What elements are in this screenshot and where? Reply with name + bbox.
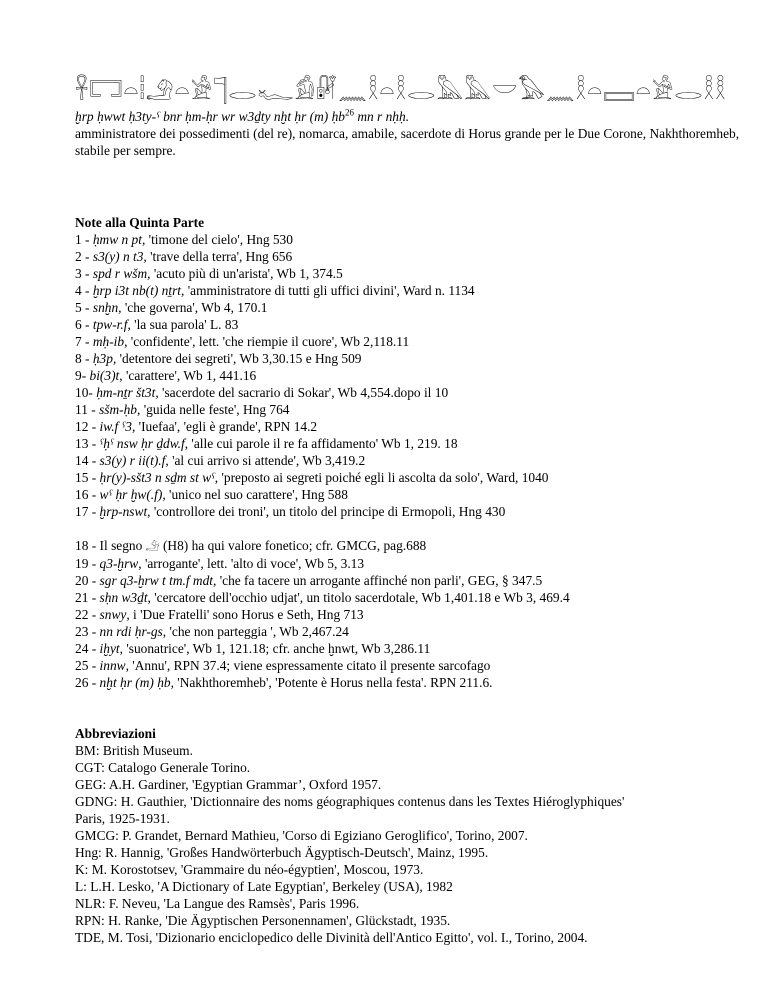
transliteration	[75, 108, 755, 125]
note-item	[75, 503, 755, 520]
note-number: 22 -	[75, 607, 100, 622]
note-number: 20 -	[75, 573, 100, 588]
note-number: 16 -	[75, 487, 100, 502]
note-text: 'confidente', lett. 'che riempie il cuore', Wb 2,118.11	[127, 334, 410, 349]
note-term: snḫn,	[92, 300, 122, 315]
note-item	[75, 486, 755, 503]
abbreviation-item: GMCG: P. Grandet, Bernard Mathieu, 'Corso di Egiziano Geroglifico', Torino, 2007.	[75, 828, 528, 843]
transliteration-footnote-ref: 26	[344, 107, 354, 118]
note-term: sgr q3-ḫrw t tm.f mdt	[99, 573, 214, 588]
note-term: snwy	[99, 607, 127, 622]
abbreviation-item: GDNG: H. Gauthier, 'Dictionnaire des noms géographiques contenus dans les Textes Hiéroglyphiques'	[75, 794, 625, 809]
note-number: 3 -	[75, 266, 93, 281]
note-text: , 'carattere', Wb 1, 441.16	[119, 368, 257, 383]
note-text: 'che governa', Wb 4, 170.1	[121, 300, 268, 315]
note-term: s3(y) n t3,	[92, 249, 147, 264]
note-text: 'detentore dei segreti', Wb 3,30.15 e Hng 509	[116, 351, 362, 366]
note-term: ḥ3p,	[92, 351, 117, 366]
note-item	[75, 333, 755, 350]
h8-glyph-icon: 𓄂	[145, 539, 160, 553]
note-item	[75, 231, 755, 248]
note-item	[75, 299, 755, 316]
note-number: 26 -	[75, 675, 100, 690]
note-number: 21 -	[75, 590, 100, 605]
note-term: ḥmw n pt,	[92, 232, 146, 247]
note-text: , 'preposto ai segreti poiché egli li ascolta da solo', Ward, 1040	[214, 470, 549, 485]
note-text: , 'arrogante', lett. 'alto di voce', Wb 5, 3.13	[138, 556, 365, 571]
abbreviation-item: K: M. Korostotsev, 'Grammaire du néo-égyptien', Moscou, 1973.	[75, 862, 424, 877]
note-item	[75, 350, 755, 367]
note-item	[75, 435, 755, 452]
note-text: 'la sua parola' L. 83	[130, 317, 239, 332]
abbreviation-item: BM: British Museum.	[75, 743, 193, 758]
note-text: , 'che non parteggia ', Wb 2,467.24	[162, 624, 349, 639]
note-item	[75, 657, 755, 674]
note-text: , 'cercatore dell'occhio udjat', un titolo sacerdotale, Wb 1,401.18 e Wb 3, 469.4	[147, 590, 570, 605]
note-number: 2 -	[75, 249, 93, 264]
note-text: , 'sacerdote del sacrario di Sokar', Wb 4,554.dopo il 10	[155, 385, 449, 400]
note-text: , 'che fa tacere un arrogante affinché non parli', GEG, § 347.5	[213, 573, 543, 588]
notes-list-2	[75, 537, 755, 691]
note-text: , i 'Due Fratelli' sono Horus e Seth, Hng 713	[126, 607, 364, 622]
note-number: 9-	[75, 368, 90, 383]
note-number: 13 -	[75, 436, 100, 451]
note-text: 'Nakhthoremheb', 'Potente è Horus nella festa'. RPN 211.6.	[173, 675, 493, 690]
note-item	[75, 384, 755, 401]
abbreviation-item: GEG: A.H. Gardiner, 'Egyptian Grammar’, Oxford 1957.	[75, 777, 382, 792]
note-text: (H8) ha qui valore fonetico; cfr. GMCG, pag.688	[159, 538, 427, 553]
note-number: 8 -	[75, 351, 93, 366]
hieroglyph-line: 𓋹𓉐𓏏𓏪𓄂𓏏𓀀𓊹𓂋𓆑𓀁𓏞𓈖𓎛𓏏𓎛𓂋𓅓𓅓𓎟𓅃𓈖𓎛𓏏𓈙𓏏𓀀𓂋𓎛𓎛	[75, 77, 727, 105]
note-term: sšm-ḥb	[99, 402, 138, 417]
note-term: ˁḥˁ nsw ḥr ḏdw.f	[99, 436, 185, 451]
note-text: , 'suonatrice', Wb 1, 121.18; cfr. anche ḫnwt, Wb 3,286.11	[119, 641, 431, 656]
note-item	[75, 248, 755, 265]
note-term: ḫrp-nswt	[99, 504, 148, 519]
note-item	[75, 606, 755, 623]
note-term: iw.f ˁ3	[99, 419, 132, 434]
note-term: s3(y) r ii(t).f	[99, 453, 166, 468]
note-number: 18 - Il segno	[75, 538, 146, 553]
note-item	[75, 282, 755, 299]
note-text: , 'controllore dei troni', un titolo del principe di Ermopoli, Hng 430	[147, 504, 506, 519]
note-term: wˁ ḥr ḫw(.f)	[99, 487, 163, 502]
note-item	[75, 265, 755, 282]
note-item	[75, 452, 755, 469]
abbreviation-item: NLR: F. Neveu, 'La Langue des Ramsès', Paris 1996.	[75, 896, 360, 911]
note-text: , 'al cui arrivo si attende', Wb 3,419.2	[165, 453, 366, 468]
note-text: 'acuto più di un'arista', Wb 1, 374.5	[150, 266, 343, 281]
note-item	[75, 401, 755, 418]
abbreviation-item: Paris, 1925-1931.	[75, 811, 170, 826]
document-page	[75, 70, 755, 946]
note-number: 24 -	[75, 641, 100, 656]
note-item	[75, 572, 755, 589]
note-text: , 'alle cui parole il re fa affidamento' Wb 1, 219. 18	[184, 436, 458, 451]
note-text: , 'unico nel suo carattere', Hng 588	[162, 487, 348, 502]
abbreviation-item: L: L.H. Lesko, 'A Dictionary of Late Egyptian', Berkeley (USA), 1982	[75, 879, 453, 894]
abbreviations-heading: Abbreviazioni	[75, 726, 156, 741]
note-text: 'timone del cielo', Hng 530	[145, 232, 293, 247]
note-term: bi(3)t	[89, 368, 120, 383]
abbreviation-item: CGT: Catalogo Generale Torino.	[75, 760, 251, 775]
abbreviation-item: Hng: R. Hannig, 'Großes Handwörterbuch Ägyptisch-Deutsch', Mainz, 1995.	[75, 845, 489, 860]
note-item	[75, 418, 755, 435]
note-item	[75, 623, 755, 640]
note-term: ḥm-nṯr št3t	[96, 385, 156, 400]
note-number: 10-	[75, 385, 97, 400]
translation: amministratore dei possedimenti (del re), nomarca, amabile, sacerdote di Horus grande per le Due Corone, Nakhthoremheb, stabile per sempre.	[75, 126, 740, 158]
note-term: ḥr(y)-sšt3 n sḏm st wˁ	[99, 470, 215, 485]
note-term: iḫyt	[99, 641, 120, 656]
note-number: 19 -	[75, 556, 100, 571]
note-number: 14 -	[75, 453, 100, 468]
abbreviation-item: TDE, M. Tosi, 'Dizionario enciclopedico delle Divinità dell'Antico Egitto', vol. I., Torino, 2004.	[75, 930, 588, 945]
note-text: 'trave della terra', Hng 656	[146, 249, 293, 264]
note-item	[75, 316, 755, 333]
note-number: 15 -	[75, 470, 100, 485]
note-item	[75, 469, 755, 486]
note-text: , 'Iuefaa', 'egli è grande', RPN 14.2	[131, 419, 318, 434]
transliteration-tail: mn r nḥḥ.	[353, 109, 410, 124]
note-item	[75, 555, 755, 572]
note-item	[75, 674, 755, 691]
note-term: sḥn w3ḏt	[99, 590, 148, 605]
abbreviation-item: RPN: H. Ranke, 'Die Ägyptischen Personennamen', Glückstadt, 1935.	[75, 913, 451, 928]
note-term: innw	[99, 658, 126, 673]
notes-list	[75, 231, 755, 520]
note-term: nn rdi ḥr-gs	[99, 624, 163, 639]
note-term: q3-ḫrw	[99, 556, 139, 571]
note-item	[75, 537, 755, 555]
note-text: 'amministratore di tutti gli uffici divini', Ward n. 1134	[184, 283, 475, 298]
note-text: , 'guida nelle feste', Hng 764	[137, 402, 290, 417]
note-number: 12 -	[75, 419, 100, 434]
note-item	[75, 367, 755, 384]
note-number: 23 -	[75, 624, 100, 639]
note-term: ḫrp i3t nb(t) nṯrt,	[92, 283, 185, 298]
note-item	[75, 640, 755, 657]
note-number: 17 -	[75, 504, 100, 519]
note-term: mḥ-ib,	[92, 334, 128, 349]
note-number: 4 -	[75, 283, 93, 298]
abbreviations-list	[75, 742, 755, 946]
note-number: 6 -	[75, 317, 93, 332]
notes-heading: Note alla Quinta Parte	[75, 215, 205, 230]
note-term: tpw-r.f,	[92, 317, 131, 332]
note-number: 7 -	[75, 334, 93, 349]
note-term: spd r wšm,	[92, 266, 151, 281]
note-number: 25 -	[75, 658, 100, 673]
note-item	[75, 589, 755, 606]
note-text: , 'Annu', RPN 37.4; viene espressamente citato il presente sarcofago	[125, 658, 491, 673]
note-number: 1 -	[75, 232, 93, 247]
transliteration-text: ḫrp ḥwwt ḥ3ty-ˁ bnr ḥm-ḥr wr w3ḏty nḫt ḥr (m) ḥb	[75, 109, 345, 124]
note-number: 11 -	[75, 402, 100, 417]
note-term: nḫt ḥr (m) ḥb,	[99, 675, 174, 690]
note-number: 5 -	[75, 300, 93, 315]
